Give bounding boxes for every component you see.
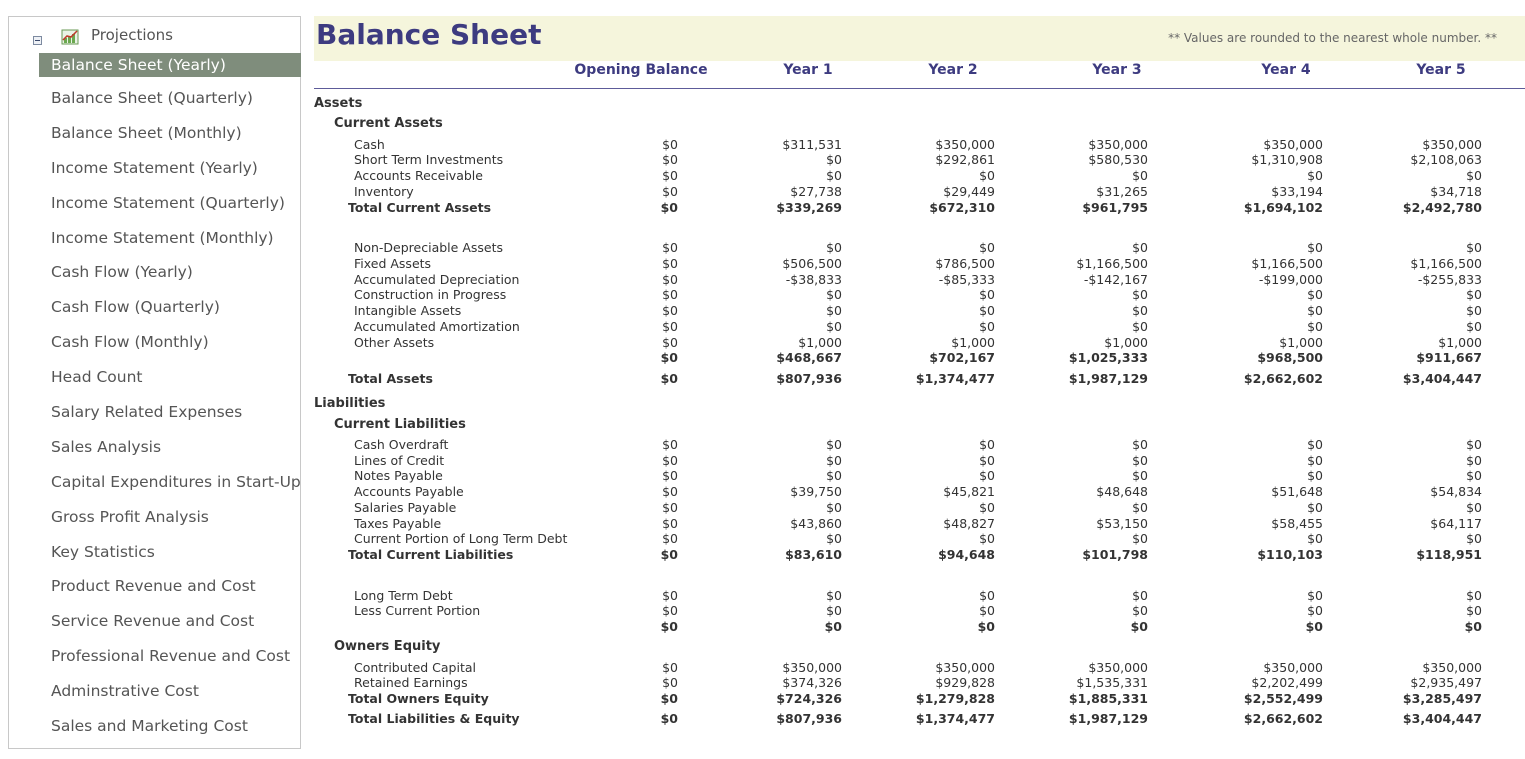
cell-value: $0 [979, 319, 995, 334]
cell-value: $53,150 [1096, 516, 1148, 531]
row-label: Current Portion of Long Term Debt [354, 531, 568, 546]
sidebar-item-income-statement-monthly[interactable]: Income Statement (Monthly) [51, 228, 274, 247]
table-row [0, 484, 1525, 500]
cell-value: $0 [1132, 240, 1148, 255]
cell-value: $0 [826, 152, 842, 167]
cell-value: $1,000 [1438, 335, 1482, 350]
cell-value: $1,000 [798, 335, 842, 350]
cell-value: $1,374,477 [915, 371, 995, 386]
cell-value: $0 [1307, 319, 1323, 334]
cell-value: $0 [662, 603, 678, 618]
cell-value: $0 [826, 468, 842, 483]
cell-value: $1,987,129 [1068, 711, 1148, 726]
cell-value: $0 [1132, 531, 1148, 546]
cell-value: $0 [1466, 468, 1482, 483]
cell-value: $580,530 [1088, 152, 1148, 167]
cell-value: $0 [1307, 240, 1323, 255]
cell-value: $350,000 [1088, 137, 1148, 152]
cell-value: $0 [662, 468, 678, 483]
table-row [0, 116, 1525, 132]
cell-value: $0 [1132, 319, 1148, 334]
table-row [0, 417, 1525, 433]
page-title: Balance Sheet [316, 18, 542, 51]
sidebar-item-gross-profit-analysis[interactable]: Gross Profit Analysis [51, 507, 209, 526]
table-row [0, 588, 1525, 604]
table-row [0, 531, 1525, 547]
section-heading: Owners Equity [334, 639, 441, 654]
row-total-label: Total Owners Equity [348, 691, 489, 706]
cell-value: $911,667 [1416, 350, 1482, 365]
sidebar-item-service-revenue-and-cost[interactable]: Service Revenue and Cost [51, 612, 255, 631]
table-row [0, 516, 1525, 532]
table-row [0, 256, 1525, 272]
section-heading: Current Liabilities [334, 417, 466, 432]
row-total-label: Total Current Assets [348, 200, 492, 215]
cell-value: $0 [1466, 588, 1482, 603]
cell-value: $0 [660, 200, 678, 215]
cell-value: $0 [662, 137, 678, 152]
sidebar-item-professional-revenue-and-cost[interactable]: Professional Revenue and Cost [51, 647, 291, 666]
cell-value: $0 [979, 303, 995, 318]
table-row [0, 137, 1525, 153]
cell-value: $0 [826, 303, 842, 318]
cell-value: $0 [662, 500, 678, 515]
cell-value: $0 [662, 484, 678, 499]
cell-value: $0 [1305, 619, 1323, 634]
column-header-year-4: Year 4 [1261, 62, 1311, 78]
chart-growth-icon [61, 28, 79, 46]
cell-value: -$85,333 [938, 272, 995, 287]
row-label: Less Current Portion [354, 603, 481, 618]
cell-value: $0 [1307, 168, 1323, 183]
sidebar-item-adminstrative-cost[interactable]: Adminstrative Cost [51, 682, 199, 701]
cell-value: $0 [662, 319, 678, 334]
cell-value: $1,025,333 [1068, 350, 1148, 365]
cell-value: $1,166,500 [1251, 256, 1323, 271]
row-label: Construction in Progress [354, 287, 507, 302]
table-row [0, 152, 1525, 168]
row-label: Notes Payable [354, 468, 443, 483]
cell-value: $786,500 [935, 256, 995, 271]
cell-value: $1,000 [1279, 335, 1323, 350]
table-row [0, 675, 1525, 691]
cell-value: $27,738 [790, 184, 842, 199]
sidebar-item-balance-sheet-yearly[interactable]: Balance Sheet (Yearly) [39, 53, 301, 77]
table-row [0, 691, 1525, 707]
cell-value: $54,834 [1430, 484, 1482, 499]
cell-value: $2,662,602 [1243, 711, 1323, 726]
row-label: Non-Depreciable Assets [354, 240, 503, 255]
cell-value: $0 [660, 350, 678, 365]
cell-value: $0 [977, 619, 995, 634]
row-label: Inventory [354, 184, 414, 199]
rounding-note: ** Values are rounded to the nearest whole number. ** [1168, 31, 1497, 45]
table-row [0, 603, 1525, 619]
cell-value: $0 [1307, 437, 1323, 452]
cell-value: $350,000 [1422, 660, 1482, 675]
row-label: Short Term Investments [354, 152, 504, 167]
cell-value: $0 [1307, 531, 1323, 546]
cell-value: $0 [1132, 303, 1148, 318]
cell-value: $0 [660, 619, 678, 634]
cell-value: $0 [1466, 500, 1482, 515]
cell-value: $0 [979, 468, 995, 483]
cell-value: $2,552,499 [1243, 691, 1323, 706]
table-row [0, 639, 1525, 655]
cell-value: $350,000 [935, 660, 995, 675]
cell-value: $311,531 [782, 137, 842, 152]
cell-value: $0 [979, 603, 995, 618]
cell-value: $94,648 [938, 547, 995, 562]
cell-value: $0 [826, 531, 842, 546]
cell-value: $374,326 [782, 675, 842, 690]
row-total-label: Total Current Liabilities [348, 547, 514, 562]
cell-value: $33,194 [1271, 184, 1323, 199]
cell-value: $1,000 [1104, 335, 1148, 350]
sidebar-item-income-statement-yearly[interactable]: Income Statement (Yearly) [51, 158, 258, 177]
cell-value: $0 [826, 603, 842, 618]
table-row [0, 319, 1525, 335]
table-row [0, 303, 1525, 319]
section-heading: Current Assets [334, 116, 443, 131]
table-row [0, 371, 1525, 387]
sidebar-item-salary-related-expenses[interactable]: Salary Related Expenses [51, 403, 243, 422]
collapse-minus-icon[interactable] [33, 36, 42, 45]
cell-value: $339,269 [776, 200, 842, 215]
cell-value: $350,000 [782, 660, 842, 675]
cell-value: -$142,167 [1083, 272, 1148, 287]
row-label: Intangible Assets [354, 303, 462, 318]
table-row [0, 468, 1525, 484]
section-heading: Assets [314, 96, 363, 111]
cell-value: $0 [662, 675, 678, 690]
row-label: Accounts Payable [354, 484, 464, 499]
cell-value: $0 [979, 500, 995, 515]
cell-value: $0 [662, 152, 678, 167]
cell-value: $0 [1132, 500, 1148, 515]
cell-value: -$199,000 [1258, 272, 1323, 287]
table-row [0, 287, 1525, 303]
cell-value: $0 [826, 500, 842, 515]
cell-value: $0 [979, 588, 995, 603]
cell-value: $0 [979, 453, 995, 468]
cell-value: $0 [826, 319, 842, 334]
cell-value: $0 [1132, 437, 1148, 452]
cell-value: $101,798 [1082, 547, 1148, 562]
cell-value: $0 [1132, 468, 1148, 483]
cell-value: $1,535,331 [1076, 675, 1148, 690]
cell-value: $0 [662, 287, 678, 302]
cell-value: $0 [826, 287, 842, 302]
cell-value: $350,000 [935, 137, 995, 152]
tree-root-label: Projections [91, 26, 173, 44]
cell-value: $58,455 [1271, 516, 1323, 531]
column-header-year-3: Year 3 [1092, 62, 1142, 78]
cell-value: $0 [979, 531, 995, 546]
cell-value: $0 [1132, 168, 1148, 183]
cell-value: $2,108,063 [1410, 152, 1482, 167]
cell-value: $34,718 [1430, 184, 1482, 199]
cell-value: $0 [1132, 287, 1148, 302]
cell-value: $0 [1466, 437, 1482, 452]
cell-value: $0 [826, 588, 842, 603]
table-row [0, 453, 1525, 469]
row-label: Accounts Receivable [354, 168, 483, 183]
cell-value: $0 [1307, 287, 1323, 302]
row-label: Retained Earnings [354, 675, 468, 690]
cell-value: $0 [1466, 168, 1482, 183]
cell-value: $0 [662, 516, 678, 531]
table-row [0, 335, 1525, 351]
cell-value: $1,694,102 [1243, 200, 1323, 215]
cell-value: $0 [1464, 619, 1482, 634]
cell-value: $0 [1466, 319, 1482, 334]
cell-value: $506,500 [782, 256, 842, 271]
cell-value: $929,828 [935, 675, 995, 690]
sidebar-item-head-count[interactable]: Head Count [51, 368, 143, 387]
cell-value: $0 [660, 547, 678, 562]
table-row [0, 547, 1525, 563]
row-label: Accumulated Depreciation [354, 272, 520, 287]
row-label: Taxes Payable [354, 516, 442, 531]
sidebar-item-balance-sheet-quarterly[interactable]: Balance Sheet (Quarterly) [51, 89, 253, 107]
cell-value: $0 [1130, 619, 1148, 634]
cell-value: $48,648 [1096, 484, 1148, 499]
cell-value: $0 [826, 453, 842, 468]
tree-root-projections[interactable] [9, 17, 300, 51]
table-row [0, 711, 1525, 727]
cell-value: $0 [979, 168, 995, 183]
cell-value: $64,117 [1430, 516, 1482, 531]
cell-value: $1,885,331 [1068, 691, 1148, 706]
sidebar-item-capital-expenditures-in-start-up[interactable]: Capital Expenditures in Start-Up [51, 472, 301, 491]
cell-value: $1,987,129 [1068, 371, 1148, 386]
cell-value: $2,492,780 [1402, 200, 1482, 215]
sidebar-item-cash-flow-monthly[interactable]: Cash Flow (Monthly) [51, 333, 209, 352]
cell-value: $0 [1307, 603, 1323, 618]
cell-value: $0 [660, 691, 678, 706]
sidebar-item-cash-flow-quarterly[interactable]: Cash Flow (Quarterly) [51, 298, 220, 317]
cell-value: $468,667 [776, 350, 842, 365]
cell-value: $350,000 [1088, 660, 1148, 675]
sidebar-item-key-statistics[interactable]: Key Statistics [51, 542, 155, 561]
cell-value: $31,265 [1096, 184, 1148, 199]
cell-value: $0 [1307, 500, 1323, 515]
row-label: Lines of Credit [354, 453, 445, 468]
cell-value: $110,103 [1257, 547, 1323, 562]
table-row [0, 660, 1525, 676]
cell-value: $0 [979, 287, 995, 302]
table-row [0, 500, 1525, 516]
table-row [0, 437, 1525, 453]
sidebar-item-income-statement-quarterly[interactable]: Income Statement (Quarterly) [51, 193, 285, 212]
cell-value: $3,285,497 [1402, 691, 1482, 706]
cell-value: $807,936 [776, 711, 842, 726]
cell-value: $43,860 [790, 516, 842, 531]
cell-value: $0 [662, 168, 678, 183]
cell-value: $0 [1307, 303, 1323, 318]
cell-value: $702,167 [929, 350, 995, 365]
table-row [0, 619, 1525, 635]
sidebar-item-sales-and-marketing-cost[interactable]: Sales and Marketing Cost [51, 717, 248, 736]
cell-value: $1,310,908 [1251, 152, 1323, 167]
header-divider [314, 88, 1525, 89]
cell-value: $0 [979, 437, 995, 452]
cell-value: $1,374,477 [915, 711, 995, 726]
row-label: Salaries Payable [354, 500, 457, 515]
cell-value: $2,662,602 [1243, 371, 1323, 386]
row-label: Other Assets [354, 335, 435, 350]
row-total-label: Total Assets [348, 371, 433, 386]
cell-value: $0 [1466, 303, 1482, 318]
cell-value: $0 [1307, 588, 1323, 603]
cell-value: $350,000 [1263, 660, 1323, 675]
cell-value: -$38,833 [785, 272, 842, 287]
cell-value: $0 [826, 240, 842, 255]
row-label: Cash Overdraft [354, 437, 449, 452]
cell-value: $0 [1466, 603, 1482, 618]
cell-value: $0 [1132, 603, 1148, 618]
column-header-year-1: Year 1 [783, 62, 833, 78]
table-row [0, 96, 1525, 112]
cell-value: $1,279,828 [915, 691, 995, 706]
row-label: Cash [354, 137, 385, 152]
cell-value: $350,000 [1263, 137, 1323, 152]
cell-value: $0 [1466, 240, 1482, 255]
table-row [0, 240, 1525, 256]
cell-value: $0 [662, 437, 678, 452]
cell-value: $0 [662, 660, 678, 675]
table-row [0, 200, 1525, 216]
cell-value: $39,750 [790, 484, 842, 499]
sidebar-item-cash-flow-yearly[interactable]: Cash Flow (Yearly) [51, 263, 193, 282]
cell-value: $1,166,500 [1076, 256, 1148, 271]
column-header-year-5: Year 5 [1416, 62, 1466, 78]
sidebar-item-balance-sheet-monthly[interactable]: Balance Sheet (Monthly) [51, 123, 242, 142]
cell-value: $29,449 [943, 184, 995, 199]
cell-value: $0 [662, 256, 678, 271]
cell-value: $724,326 [776, 691, 842, 706]
column-header-year-2: Year 2 [928, 62, 978, 78]
cell-value: $2,935,497 [1410, 675, 1482, 690]
section-heading: Liabilities [314, 396, 386, 411]
cell-value: $807,936 [776, 371, 842, 386]
cell-value: $0 [660, 711, 678, 726]
cell-value: $0 [1466, 453, 1482, 468]
cell-value: $968,500 [1257, 350, 1323, 365]
row-label: Accumulated Amortization [354, 319, 520, 334]
row-label: Fixed Assets [354, 256, 432, 271]
cell-value: $0 [662, 303, 678, 318]
table-row [0, 396, 1525, 412]
cell-value: $0 [662, 453, 678, 468]
cell-value: $292,861 [935, 152, 995, 167]
cell-value: $83,610 [785, 547, 842, 562]
cell-value: $0 [824, 619, 842, 634]
cell-value: $48,827 [943, 516, 995, 531]
cell-value: $118,951 [1416, 547, 1482, 562]
row-label: Contributed Capital [354, 660, 476, 675]
cell-value: $0 [662, 588, 678, 603]
cell-value: $0 [979, 240, 995, 255]
cell-value: $3,404,447 [1402, 371, 1482, 386]
cell-value: $0 [1307, 453, 1323, 468]
cell-value: $0 [826, 437, 842, 452]
cell-value: $672,310 [929, 200, 995, 215]
cell-value: $0 [1466, 287, 1482, 302]
cell-value: $1,000 [951, 335, 995, 350]
cell-value: $1,166,500 [1410, 256, 1482, 271]
cell-value: $0 [662, 272, 678, 287]
table-row [0, 168, 1525, 184]
page-header [314, 16, 1525, 61]
cell-value: $0 [662, 184, 678, 199]
cell-value: $3,404,447 [1402, 711, 1482, 726]
cell-value: $0 [660, 371, 678, 386]
cell-value: $0 [1132, 588, 1148, 603]
cell-value: $45,821 [943, 484, 995, 499]
table-row [0, 350, 1525, 366]
cell-value: $0 [662, 240, 678, 255]
cell-value: $2,202,499 [1251, 675, 1323, 690]
cell-value: $0 [662, 531, 678, 546]
cell-value: $0 [662, 335, 678, 350]
table-row [0, 184, 1525, 200]
row-total-label: Total Liabilities & Equity [348, 711, 520, 726]
cell-value: $51,648 [1271, 484, 1323, 499]
cell-value: -$255,833 [1417, 272, 1482, 287]
sidebar-item-product-revenue-and-cost[interactable]: Product Revenue and Cost [51, 577, 256, 596]
sidebar-item-sales-analysis[interactable]: Sales Analysis [51, 437, 162, 456]
cell-value: $0 [1132, 453, 1148, 468]
table-row [0, 272, 1525, 288]
cell-value: $0 [1466, 531, 1482, 546]
cell-value: $961,795 [1082, 200, 1148, 215]
column-header-opening-balance: Opening Balance [574, 62, 708, 78]
cell-value: $350,000 [1422, 137, 1482, 152]
row-label: Long Term Debt [354, 588, 453, 603]
cell-value: $0 [826, 168, 842, 183]
cell-value: $0 [1307, 468, 1323, 483]
